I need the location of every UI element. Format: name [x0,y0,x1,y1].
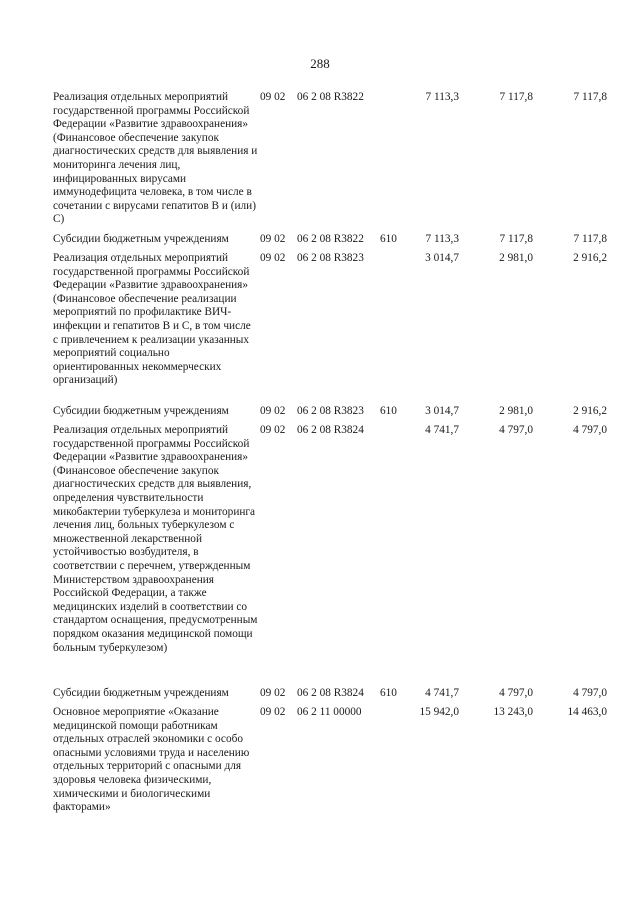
amount-year-1: 15 942,0 [419,706,459,718]
expense-type-code: 610 [380,687,397,699]
row-description: Реализация отдельных мероприятий государственной программы Российской Федерации «Развитие здравоохранения» (Финансовое обеспечение закупок диагностических средств для выявления и мониторинга лечения лиц, инфицированных вирусами иммунодефицита человека, в том числе в сочетании с вирусами гепатитов В и (или) С) [53,91,258,226]
target-article-code: 06 2 08 R3824 [297,424,364,436]
amount-year-2: 4 797,0 [499,424,533,436]
amount-year-2: 7 117,8 [499,91,533,103]
amount-year-3: 14 463,0 [567,706,607,718]
section-code: 09 02 [260,424,286,436]
amount-year-3: 2 916,2 [573,252,607,264]
section-code: 09 02 [260,706,286,718]
row-description: Реализация отдельных мероприятий государственной программы Российской Федерации «Развитие здравоохранения» (Финансовое обеспечение закупок диагностических средств для выявления, определения чувствительности микобактерии туберкулеза и мониторинга лечения лиц, больных туберкулезом с множественной лекарственной устойчивостью возбудителя, в соответствии с перечнем, утвержденным Министерством здравоохранения Российской Федерации, а также медицинских изделий в соответствии со стандартом оснащения, предусмотренным порядком оказания медицинской помощи больным туберкулезом) [53,424,258,654]
amount-year-1: 3 014,7 [425,252,459,264]
target-article-code: 06 2 11 00000 [297,706,362,718]
amount-year-3: 7 117,8 [573,233,607,245]
target-article-code: 06 2 08 R3824 [297,687,364,699]
expense-type-code: 610 [380,233,397,245]
expense-type-code: 610 [380,405,397,417]
amount-year-3: 2 916,2 [573,405,607,417]
amount-year-1: 3 014,7 [425,405,459,417]
row-description: Основное мероприятие «Оказание медицинской помощи работникам отдельных отраслей экономики с особо опасными условиями труда и населению отдельных территорий с опасными для здоровья человека физическими, химическими и биологическими факторами» [53,706,250,814]
row-description: Субсидии бюджетным учреждениям [53,405,229,417]
target-article-code: 06 2 08 R3823 [297,405,364,417]
amount-year-3: 4 797,0 [573,424,607,436]
page-number: 288 [310,56,330,71]
amount-year-1: 4 741,7 [425,424,459,436]
amount-year-2: 2 981,0 [499,405,533,417]
amount-year-2: 13 243,0 [493,706,533,718]
section-code: 09 02 [260,91,286,103]
row-description: Реализация отдельных мероприятий государственной программы Российской Федерации «Развитие здравоохранения» (Финансовое обеспечение реализации мероприятий по профилактике ВИЧ-инфекции и гепатитов В и С, в том числе с привлечением к реализации указанных мероприятий социально ориентированных некоммерческих организаций) [53,252,251,387]
target-article-code: 06 2 08 R3822 [297,233,364,245]
section-code: 09 02 [260,233,286,245]
section-code: 09 02 [260,252,286,264]
section-code: 09 02 [260,687,286,699]
section-code: 09 02 [260,405,286,417]
amount-year-3: 7 117,8 [573,91,607,103]
amount-year-1: 7 113,3 [425,91,459,103]
amount-year-1: 7 113,3 [425,233,459,245]
amount-year-2: 2 981,0 [499,252,533,264]
amount-year-3: 4 797,0 [573,687,607,699]
row-description: Субсидии бюджетным учреждениям [53,233,229,245]
target-article-code: 06 2 08 R3822 [297,91,364,103]
amount-year-2: 4 797,0 [499,687,533,699]
row-description: Субсидии бюджетным учреждениям [53,687,229,699]
amount-year-1: 4 741,7 [425,687,459,699]
target-article-code: 06 2 08 R3823 [297,252,364,264]
amount-year-2: 7 117,8 [499,233,533,245]
